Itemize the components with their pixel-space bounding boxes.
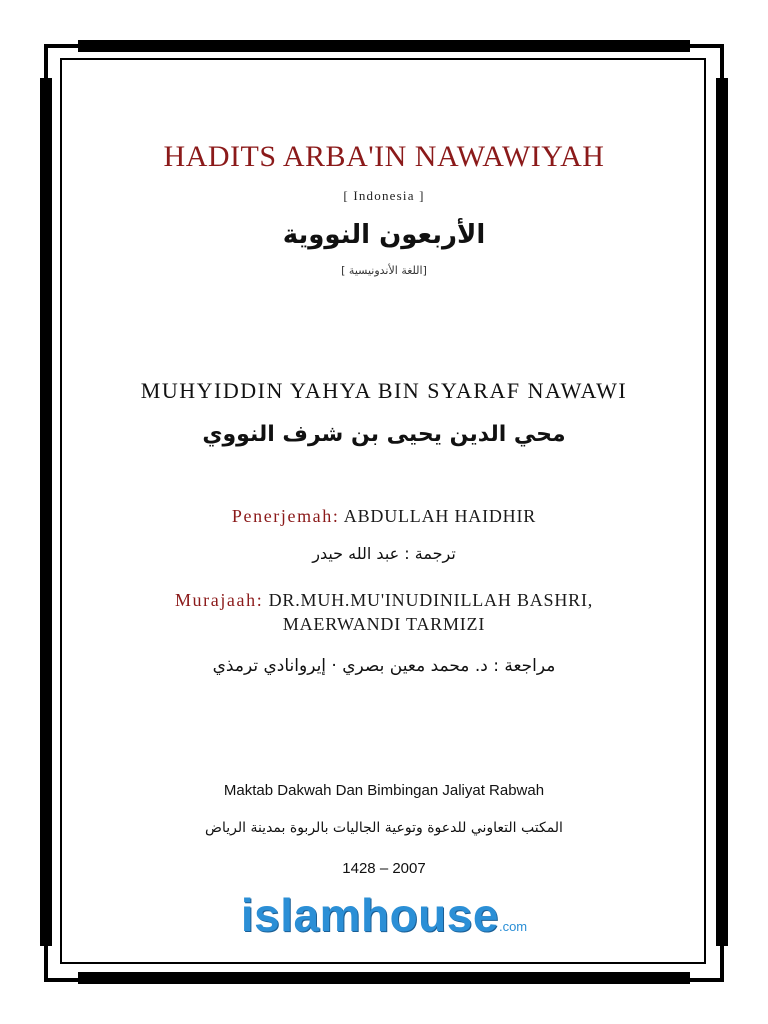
reviewer-label: Murajaah: xyxy=(174,590,264,610)
logo-suffix: .com xyxy=(498,919,528,934)
reviewer-block xyxy=(64,588,704,636)
publication-year: 1428 – 2007 xyxy=(342,860,426,877)
reviewer-arabic: مراجعة : د. محمد معين بصري · إيروانادي ترمذي xyxy=(212,656,556,676)
logo-text: islamhouse xyxy=(240,889,499,941)
frame-bar-bottom xyxy=(78,972,690,984)
translator-arabic: ترجمة : عبد الله حيدر xyxy=(312,544,456,563)
publisher-name: Maktab Dakwah Dan Bimbingan Jaliyat Rabwah xyxy=(223,782,545,799)
frame-bar-right xyxy=(716,78,728,946)
arabic-title: الأربعون النووية xyxy=(282,220,486,250)
language-label: [ Indonesia ] xyxy=(343,188,425,203)
translator-label: Penerjemah: xyxy=(231,506,340,526)
frame-bar-top xyxy=(78,40,690,52)
frame-bar-left xyxy=(40,78,52,946)
reviewer-names-line2: MAERWANDI TARMIZI xyxy=(282,614,486,634)
reviewer-names-line1: DR.MUH.MU'INUDINILLAH BASHRI, xyxy=(268,590,594,610)
translator-name: ABDULLAH HAIDHIR xyxy=(343,506,537,526)
cover-content xyxy=(64,60,704,960)
author-arabic: محي الدين يحيى بن شرف النووي xyxy=(202,422,566,447)
book-title: HADITS ARBA'IN NAWAWIYAH xyxy=(163,140,605,173)
islamhouse-logo[interactable] xyxy=(64,888,704,942)
publisher-arabic: المكتب التعاوني للدعوة وتوعية الجاليات بالربوة بمدينة الرياض xyxy=(205,820,563,836)
translator-line xyxy=(64,506,704,527)
arabic-language-label: [اللغة الأندونيسية ] xyxy=(341,264,427,277)
author-name: MUHYIDDIN YAHYA BIN SYARAF NAWAWI xyxy=(140,378,628,403)
